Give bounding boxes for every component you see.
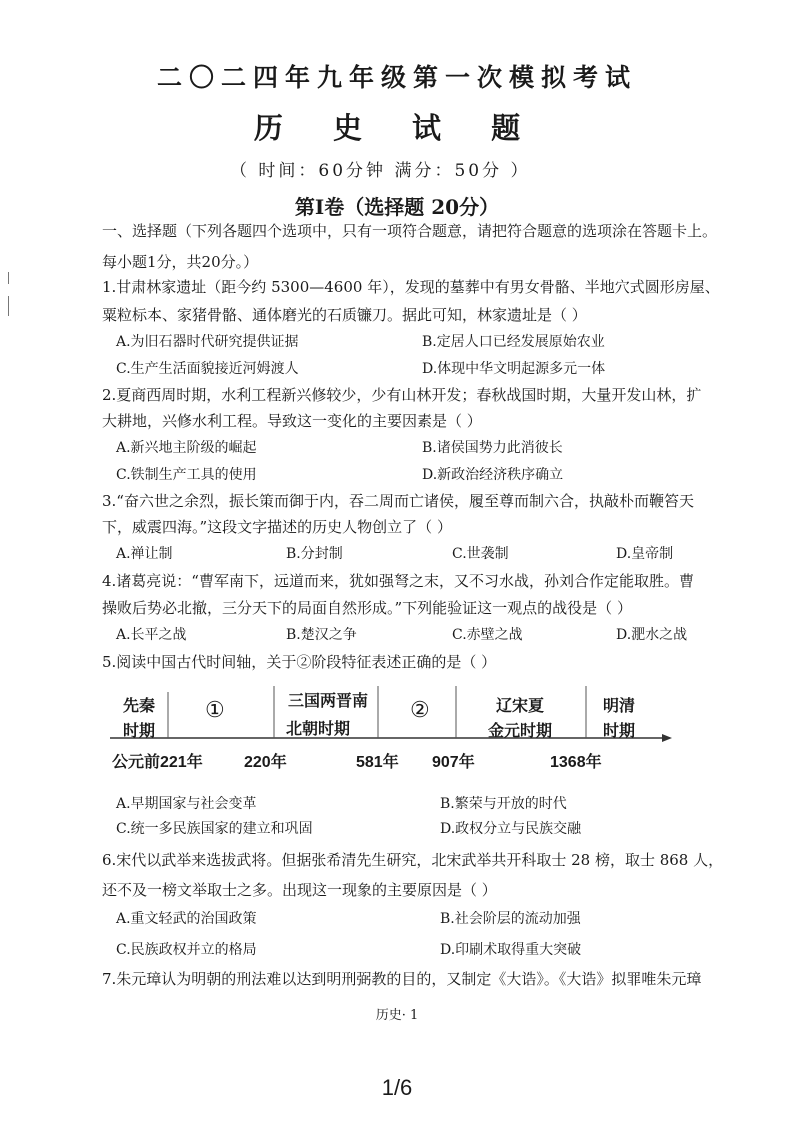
- exam-title: 二〇二四年九年级第一次模拟考试: [156, 63, 637, 92]
- scan-edge-mark: [8, 272, 9, 284]
- timeline-period-label: 辽宋夏: [495, 698, 544, 715]
- timeline-period-label: 时期: [602, 723, 635, 740]
- option-a: A.早期国家与社会变革: [116, 796, 257, 812]
- option-b: B.定居人口已经发展原始农业: [422, 334, 605, 350]
- question-stem: 5.阅读中国古代时间轴，关于②阶段特征表述正确的是（ ）: [102, 653, 497, 671]
- timeline-period-label: 金元时期: [487, 723, 552, 740]
- option-d: D.新政治经济秩序确立: [422, 467, 564, 483]
- section-instruction: 每小题1分，共20分。）: [102, 253, 259, 271]
- timeline-year: 公元前221年: [112, 754, 203, 771]
- timeline-period-label: 时期: [122, 723, 155, 740]
- question-stem: 1.甘肃林家遗址（距今约 5300—4600 年），发现的墓葬中有男女骨骼、半地穴式圆形房屋、: [102, 278, 720, 296]
- option-a: A.长平之战: [116, 627, 187, 643]
- option-b: B.楚汉之争: [286, 627, 357, 643]
- option-b: B.社会阶层的流动加强: [440, 911, 581, 927]
- timeline-period-label: 北朝时期: [285, 721, 350, 738]
- option-d: D.印刷术取得重大突破: [440, 942, 582, 958]
- option-d: D.政权分立与民族交融: [440, 821, 582, 837]
- option-b: B.诸侯国势力此消彼长: [422, 440, 563, 456]
- option-d: D.皇帝制: [616, 546, 674, 562]
- question-stem: 7.朱元璋认为明朝的刑法难以达到明刑弼教的目的，又制定《大诰》。《大诰》拟罪唯朱元璋: [102, 970, 702, 988]
- question-stem: 2.夏商西周时期，水利工程新兴修较少，少有山林开发；春秋战国时期，大量开发山林，扩: [102, 386, 702, 404]
- option-b: B.分封制: [286, 546, 343, 562]
- option-d: D.淝水之战: [616, 627, 688, 643]
- page-footer: 历史· 1: [375, 1008, 419, 1023]
- option-a: A.为旧石器时代研究提供证据: [116, 334, 299, 350]
- question-stem: 还不及一榜文举取士之多。出现这一现象的主要原因是（ ）: [102, 881, 497, 899]
- question-stem: 大耕地，兴修水利工程。导致这一变化的主要因素是（ ）: [102, 412, 482, 430]
- timeline-year: 581年: [356, 754, 399, 771]
- scan-edge-mark: [8, 296, 9, 316]
- page-indicator: 1/6: [381, 1075, 413, 1100]
- option-c: C.铁制生产工具的使用: [116, 467, 257, 483]
- section-instruction: 一、选择题（下列各题四个选项中，只有一项符合题意，请把符合题意的选项涂在答题卡上。: [102, 222, 718, 240]
- timeline-period-label: 三国两晋南: [287, 693, 368, 710]
- option-c: C.生产生活面貌接近河姆渡人: [116, 361, 299, 377]
- question-stem: 下，威震四海。”这段文字描述的历史人物创立了（ ）: [102, 518, 452, 536]
- option-a: A.新兴地主阶级的崛起: [116, 440, 257, 456]
- timeline-axis: [110, 682, 675, 742]
- question-stem: 操败后势必北撤，三分天下的局面自然形成。”下列能验证这一观点的战役是（ ）: [102, 599, 632, 617]
- option-b: B.繁荣与开放的时代: [440, 796, 567, 812]
- timeline-stage-marker: ①: [205, 698, 225, 723]
- option-a: A.重文轻武的治国政策: [116, 911, 257, 927]
- timeline-year: 907年: [432, 754, 475, 771]
- option-d: D.体现中华文明起源多元一体: [422, 361, 606, 377]
- option-c: C.世袭制: [452, 546, 509, 562]
- question-stem: 6.宋代以武举来选拔武将。但据张希清先生研究，北宋武举共开科取士 28 榜，取士 868 人，: [102, 851, 724, 869]
- option-c: C.民族政权并立的格局: [116, 942, 257, 958]
- exam-info: （ 时间：60分钟 满分：50分 ）: [230, 161, 531, 181]
- volume-heading: 第Ⅰ卷（选择题 20分）: [294, 195, 500, 219]
- timeline-period-label: 先秦: [122, 698, 155, 715]
- question-stem: 3.“奋六世之余烈，振长策而御于内，吞二周而亡诸侯，履至尊而制六合，执敲朴而鞭笞天: [102, 492, 694, 510]
- timeline-year: 1368年: [550, 754, 602, 771]
- option-a: A.禅让制: [116, 546, 173, 562]
- question-stem: 4.诸葛亮说：“曹军南下，远道而来，犹如强弩之末，又不习水战，孙刘合作定能取胜。曹: [102, 572, 694, 590]
- subject-title: 历 史 试 题: [253, 111, 541, 145]
- timeline-year: 220年: [244, 754, 287, 771]
- question-stem: 粟粒标本、家猪骨骼、通体磨光的石质镰刀。据此可知，林家遗址是（ ）: [102, 306, 587, 324]
- timeline-period-label: 明清: [602, 698, 635, 715]
- option-c: C.赤壁之战: [452, 627, 523, 643]
- option-c: C.统一多民族国家的建立和巩固: [116, 821, 313, 837]
- timeline-stage-marker: ②: [410, 698, 430, 723]
